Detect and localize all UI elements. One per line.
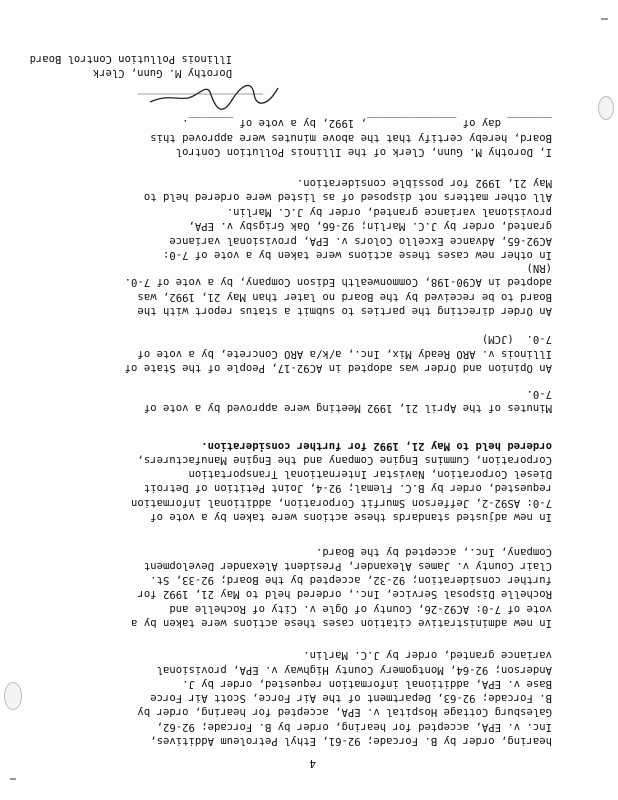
paragraph-4 <box>32 386 552 415</box>
text-line: Rochelle Disposal Service, Inc., ordered held to May 21, 1992 for <box>137 588 552 601</box>
text-line: All other matters not disposed of as listed were ordered held to <box>143 191 552 203</box>
text-line: ordered held to May 21, 1992 for further consideration. <box>201 439 552 452</box>
paragraph-2 <box>32 544 552 630</box>
paragraph-3 <box>32 438 552 524</box>
text-line: further consideration; 92-32, accepted by the Board; 92-33, St. <box>150 574 552 587</box>
page-number: 4 <box>309 757 316 770</box>
scan-mark <box>10 778 16 780</box>
text-line: B. Forcade; 92-63, Department of the Air Force, Scott Air Force <box>150 692 552 705</box>
clerk-name: Dorothy M. Gunn, Clerk <box>92 67 232 79</box>
text-line: Corporation, Cummins Engine Company and the Engine Manufacturers, <box>137 453 552 466</box>
paragraph-5 <box>32 332 552 375</box>
text-line: I, Dorothy M. Gunn, Clerk of the Illinois Pollution Control <box>175 146 552 158</box>
text-line: Company, Inc., accepted by the Board. <box>316 545 552 558</box>
text-line: Base v. EPA, additional information requested, order by J. <box>182 677 552 690</box>
paragraph-1 <box>32 648 552 748</box>
text-line: variance granted, order by J.C. Marlin. <box>303 649 552 662</box>
paragraph-6 <box>32 261 552 318</box>
paragraph-7 <box>32 205 552 262</box>
handwritten-signature <box>138 78 468 114</box>
scan-mark <box>601 18 608 20</box>
text-line: Inc. v. EPA, accepted for hearing, order by B. Forcade; 92-62, <box>156 720 552 733</box>
text-line: hearing, order by B. Forcade; 92-61, Ethyl Petroleum Additives, <box>150 735 552 747</box>
text-line: May 21, 1992 for possible consideration. <box>296 176 552 189</box>
text-line: Galesburg Cottage Hospital v. EPA, accepted for hearing, order by <box>137 706 552 719</box>
text-line: Illinois v. ARO Ready Mix, Inc., a/k/a ARO Concrete, by a vote of <box>137 347 552 360</box>
board-name: Illinois Pollution Control Board <box>29 53 232 65</box>
text-line: provisional variance granted, order by J.C. Marlin. <box>226 206 552 219</box>
paragraph-8 <box>32 175 552 204</box>
text-line: An Order directing the parties to submit a status report with the <box>137 305 552 317</box>
text-line: Clair County v. James Alexander, President Alexander Development <box>143 559 552 572</box>
text-line: Minutes of the April 21, 1992 Meeting were approved by a vote of <box>143 402 552 414</box>
punch-hole <box>598 96 614 120</box>
text-line: 7-0. <box>526 387 552 400</box>
text-line: vote of 7-0: AC92-26, County of Ogle v. City of Rochelle and <box>169 602 552 615</box>
text-line: 7-0: AS92-2, Jefferson Smurfit Corporation, additional information <box>131 496 552 509</box>
punch-hole <box>4 682 22 710</box>
text-line: In new adjusted standards these actions were taken by a vote of <box>150 511 552 523</box>
text-line: Board to be received by the Board no later than May 21, 1992, was <box>137 290 552 303</box>
text-line: granted, order by J.C. Marlin; 92-66, Oak Grigsby v. EPA, <box>188 220 552 233</box>
text-line: adopted in AC90-198, Commonwealth Edison Company, by a vote of 7-0. <box>124 276 552 289</box>
text-line: requested, order by B.C. Flemal; 92-4, Joint Petition of Detroit <box>143 482 552 495</box>
text-line: Diesel Corporation, Navistar International Transportation <box>188 468 552 481</box>
text-line: (RN) <box>526 262 552 275</box>
certification-paragraph <box>32 116 552 159</box>
text-line: Board, hereby certify that the above minutes were approved this <box>150 131 552 144</box>
text-line: Anderson; 92-64, Montgomery County Highway v. EPA, provisional <box>156 663 552 676</box>
text-line: 7-0. (JCM) <box>481 333 552 346</box>
text-line: AC92-65, Advance Excello Colors v. EPA, provisional variance <box>169 234 552 247</box>
text-line: In new administrative citation cases these actions were taken by a <box>131 617 552 629</box>
text-line: In other new cases these actions were taken by a vote of 7-0: <box>162 249 552 261</box>
text-line: An Opinion and Order was adopted in AC92-17, People of the State of <box>124 362 552 374</box>
text-line: _______ day of ______________, 1992, by a vote of _______. <box>182 117 552 130</box>
